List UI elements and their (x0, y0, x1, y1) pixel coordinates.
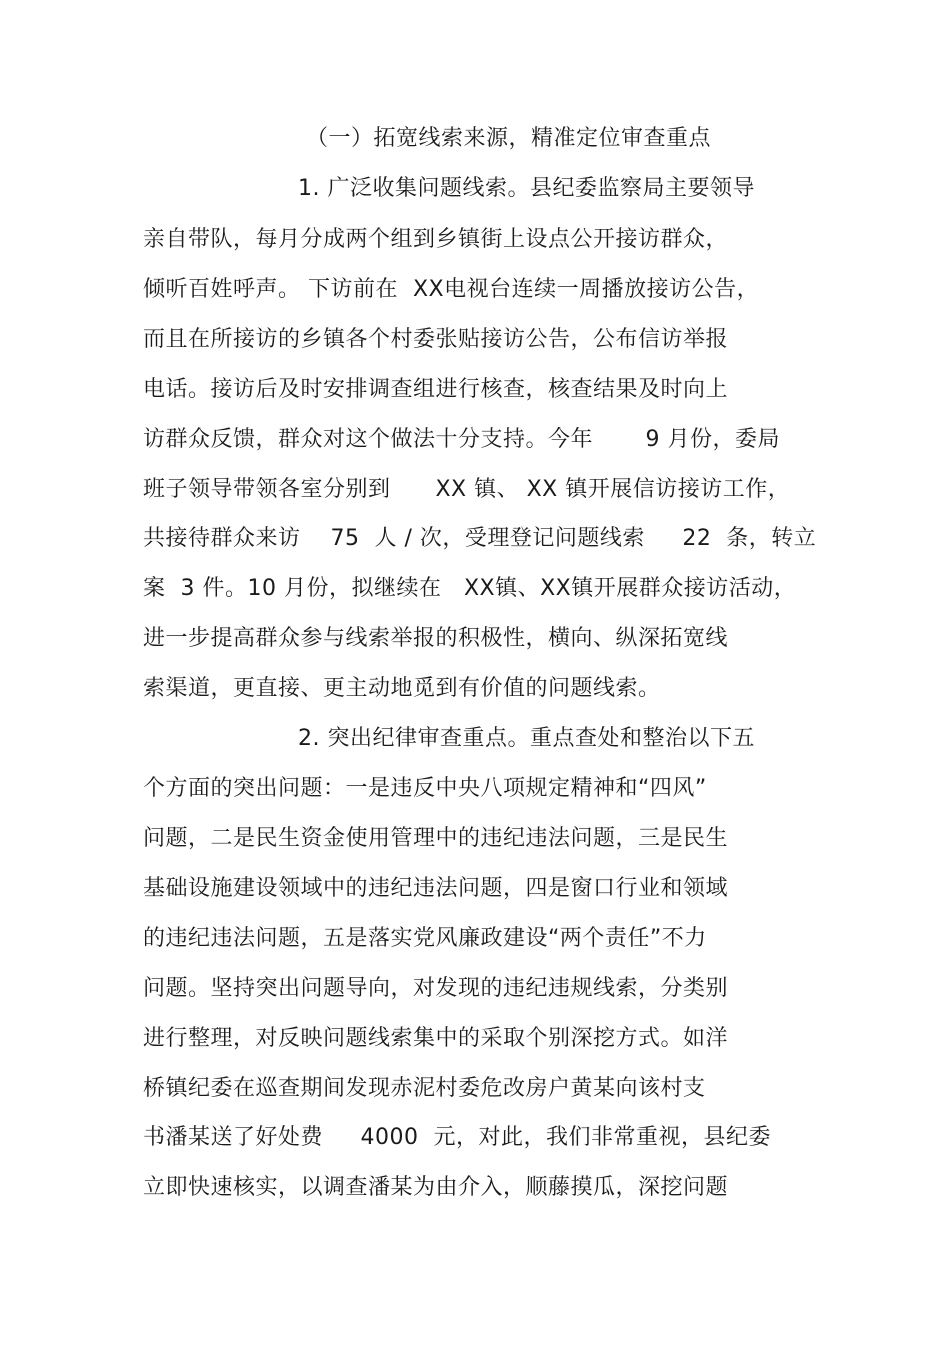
paragraph-line: 进行整理，对反映问题线索集中的采取个别深挖方式。如洋 (143, 1026, 729, 1051)
paragraph-line: 亲自带队，每月分成两个组到乡镇街上设点公开接访群众， (143, 227, 729, 252)
paragraph-line: 案 3 件。10 月份，拟继续在 XX镇、XX镇开展群众接访活动， (143, 576, 797, 601)
paragraph-line: 索渠道，更直接、更主动地觅到有价值的问题线索。 (143, 676, 661, 701)
paragraph-line: 立即快速核实，以调查潘某为由介入，顺藤摸瓜，深挖问题 (143, 1175, 729, 1200)
paragraph-line: 问题。坚持突出问题导向，对发现的违纪违规线索，分类别 (143, 976, 729, 1001)
paragraph-line: 班子领导带领各室分别到 XX 镇、 XX 镇开展信访接访工作， (143, 477, 791, 502)
paragraph-line: 进一步提高群众参与线索举报的积极性，横向、纵深拓宽线 (143, 626, 729, 651)
paragraph-line: 2. 突出纪律审查重点。重点查处和整治以下五 (298, 726, 755, 751)
paragraph-line: 倾听百姓呼声。 下访前在 XX电视台连续一周播放接访公告， (143, 277, 760, 302)
paragraph-line: 个方面的突出问题：一是违反中央八项规定精神和“四风” (143, 776, 707, 801)
paragraph-line: 书潘某送了好处费 4000 元，对此，我们非常重视，县纪委 (143, 1125, 771, 1150)
paragraph-line: 而且在所接访的乡镇各个村委张贴接访公告，公布信访举报 (143, 327, 729, 352)
paragraph-line: 访群众反馈，群众对这个做法十分支持。今年 9 月份，委局 (143, 427, 780, 452)
paragraph-line: 1. 广泛收集问题线索。县纪委监察局主要领导 (298, 176, 755, 201)
paragraph-line: 问题，二是民生资金使用管理中的违纪违法问题，三是民生 (143, 826, 729, 851)
paragraph-line: 共接待群众来访 75 人 / 次，受理登记问题线索 22 条，转立 (143, 526, 817, 551)
paragraph-line: 的违纪违法问题，五是落实党风廉政建设“两个责任”不力 (143, 926, 707, 951)
paragraph-line: 桥镇纪委在巡查期间发现赤泥村委危改房户黄某向该村支 (143, 1076, 706, 1101)
section-heading: （一）拓宽线索来源，精准定位审查重点 (306, 126, 712, 151)
paragraph-line: 基础设施建设领域中的违纪违法问题，四是窗口行业和领域 (143, 876, 729, 901)
paragraph-line: 电话。接访后及时安排调查组进行核查，核查结果及时向上 (143, 377, 729, 402)
